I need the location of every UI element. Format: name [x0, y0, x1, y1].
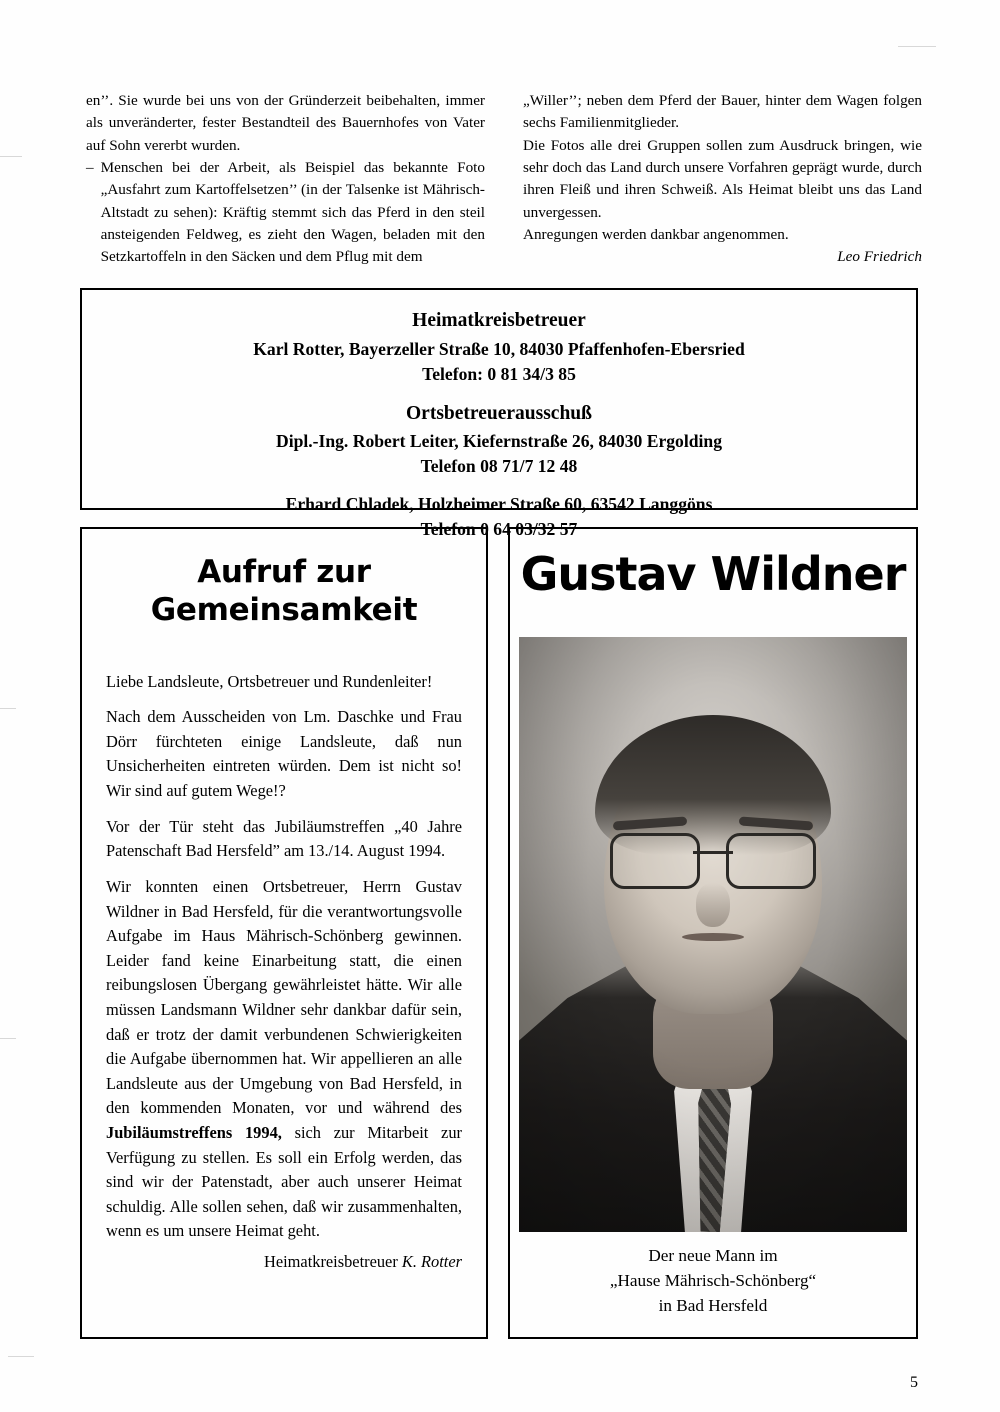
aufruf-title-line-1: Aufruf zur [197, 554, 371, 590]
heimatkreisbetreuer-phone: Telefon: 0 81 34/3 85 [422, 363, 576, 384]
aufruf-panel [80, 527, 488, 1339]
aufruf-title [82, 554, 486, 630]
scan-artifact [0, 1038, 16, 1039]
scan-artifact [8, 1356, 34, 1357]
box-spacer [82, 387, 916, 400]
scan-artifact [0, 708, 16, 709]
top-left-paragraph-2: Menschen bei der Arbeit, als Beispiel das bekannte Foto „Ausfahrt zum Kartoffelsetzen’’ (in der Talsenke ist Mährisch-Altstadt zu sehen): Kräftig stemmt sich das Pferd in den steil ansteigenden Feldweg, es zieht den Wagen, beladen mit den Setzkartoffeln in den Säcken und dem Pflug mit dem [100, 159, 485, 266]
top-column-right [523, 90, 922, 269]
top-right-paragraph-1: „Willer’’; neben dem Pferd der Bauer, hinter dem Wagen folgen sechs Familienmitglieder. [523, 92, 922, 132]
leiter-phone: Telefon 08 71/7 12 48 [420, 456, 578, 477]
aufruf-signature-name: K. Rotter [401, 1252, 462, 1272]
heimatkreisbetreuer-address: Karl Rotter, Bayerzeller Straße 10, 84030 Pfaffenhofen-Ebersried [253, 338, 745, 359]
caption-line-2: „Hause Mährisch-Schönberg“ [609, 1270, 817, 1290]
aufruf-paragraph-4 [106, 875, 462, 1244]
box-spacer [82, 479, 916, 492]
scan-artifact [898, 46, 936, 47]
ortsbetreuerausschuss-heading: Ortsbetreuerausschuß [406, 402, 592, 424]
leiter-address: Dipl.-Ing. Robert Leiter, Kiefernstraße 26, 84030 Ergolding [275, 431, 722, 452]
caption-line-1: Der neue Mann im [648, 1246, 778, 1265]
contact-info-box [80, 288, 918, 540]
aufruf-paragraph-4-part-b: sich zur Mitarbeit zur Verfügung zu stellen. Es soll ein Erfolg werden, das sind wir der Patenstadt, aber auch unserer Heimat schuldig. Alle sollen sehen, daß wir zusammenhalten, wenn es um unsere Heimat geht. [106, 1122, 462, 1241]
photo-caption [510, 1233, 916, 1337]
aufruf-paragraph-4-part-a: Wir konnten einen Ortsbetreuer, Herrn Gustav Wildner in Bad Hersfeld, für die verantwortungsvolle Aufgabe im Haus Mährisch-Schönberg gewinnen. Leider fand keine Einarbeitung statt, die einen reibungslosen Übergang gewährleistet hätte. Wir alle müssen Landsmann Wildner sehr dankbar dafür sein, daß er trotz der damit verbundenen Schwierigkeiten die Aufgabe übernommen hat. Wir appellieren an alle Landsleute aus der Umgebung von Bad Hersfeld, in den kommenden Monaten, vor und während des [106, 876, 462, 1118]
page-number: 5 [910, 1374, 918, 1391]
top-left-paragraph-1: en’’. Sie wurde bei uns von der Gründerzeit beibehalten, immer als unveränderter, fester Bestandteil des Bauernhofes von Vater auf Sohn vererbt wurden. [86, 92, 485, 154]
top-right-paragraph-3: Anregungen werden dankbar angenommen. [523, 226, 789, 244]
portrait-photo [519, 637, 907, 1232]
chladek-address: Erhard Chladek, Holzheimer Straße 60, 63542 Langgöns [285, 494, 713, 515]
wildner-panel [508, 527, 918, 1339]
aufruf-signature-role: Heimatkreisbetreuer [264, 1252, 402, 1272]
heimatkreisbetreuer-heading: Heimatkreisbetreuer [412, 310, 586, 331]
aufruf-paragraph-1: Liebe Landsleute, Ortsbetreuer und Rundenleiter! [106, 671, 433, 691]
caption-line-3: in Bad Hersfeld [658, 1295, 768, 1315]
scan-artifact [0, 156, 22, 157]
aufruf-title-line-2: Gemeinsamkeit [150, 591, 418, 628]
top-column-left [86, 90, 485, 269]
top-article-columns [86, 90, 922, 269]
wildner-title: Gustav Wildner [520, 547, 906, 601]
photo-vignette [519, 637, 907, 1232]
aufruf-paragraph-4-bold: Jubiläumstreffens 1994, [106, 1122, 282, 1142]
aufruf-paragraph-3: Vor der Tür steht das Jubiläumstreffen „40 Jahre Patenschaft Bad Hersfeld” am 13./14. August 1994. [106, 816, 462, 861]
top-left-bullet [86, 157, 485, 269]
chladek-phone: Telefon 0 64 03/32 57 [420, 519, 578, 540]
article-signature: Leo Friedrich [837, 248, 922, 266]
aufruf-paragraph-2: Nach dem Ausscheiden von Lm. Daschke und Frau Dörr fürchteten einige Landsleute, daß nun Unsicherheiten eintreten würden. Dem ist nicht so! Wir sind auf gutem Wege!? [106, 707, 462, 801]
bullet-dash: – [86, 159, 94, 177]
top-right-paragraph-2: Die Fotos alle drei Gruppen sollen zum Ausdruck bringen, wie sehr doch das Land durch unsere Vorfahren geprägt wurde, durch ihren Fleiß und ihren Schweiß. Als Heimat bleibt uns das Land unvergessen. [523, 136, 922, 221]
aufruf-body [82, 670, 486, 1244]
aufruf-signature [82, 1252, 486, 1272]
